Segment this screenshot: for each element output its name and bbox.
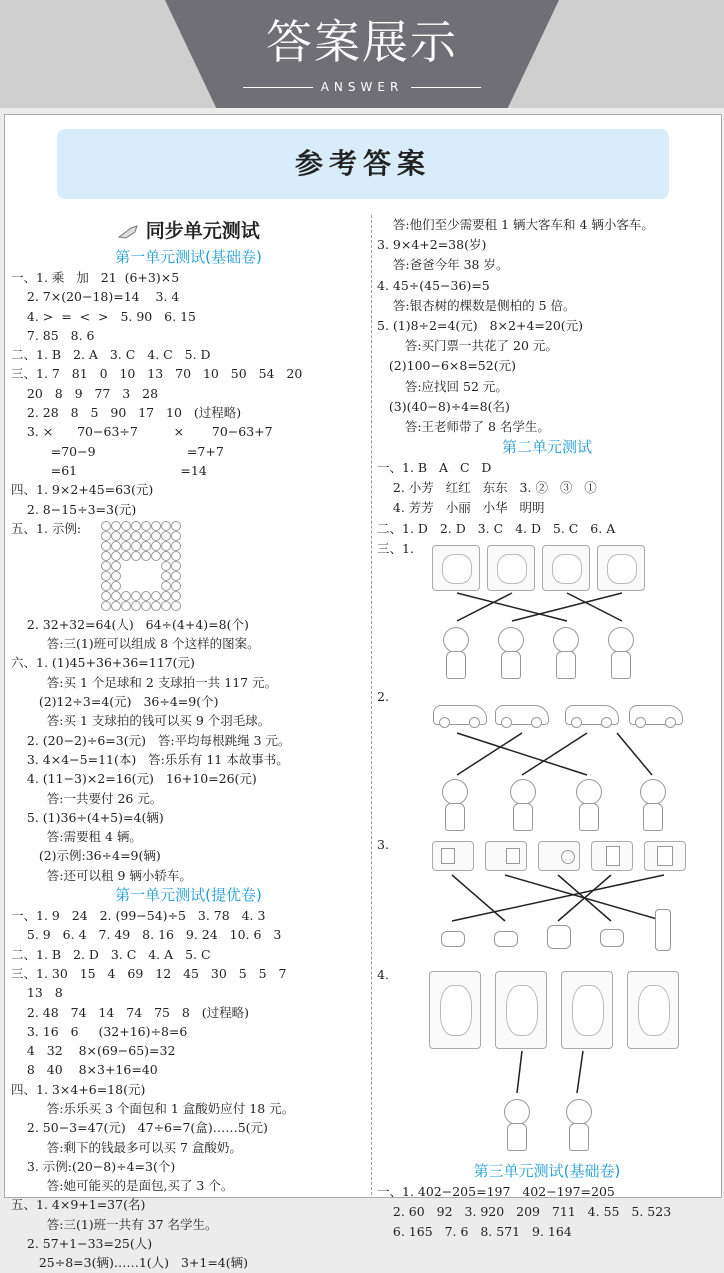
answer-line: 答:一共要付 26 元。 — [11, 790, 163, 806]
circle-dot — [161, 521, 171, 531]
answer-line: (3)(40−8)÷4=8(名) — [377, 398, 510, 414]
matching-exercise-2 — [377, 687, 717, 835]
answer-line: 2. 57+1−33=25(人) — [11, 1236, 153, 1252]
circle-dot — [151, 521, 161, 531]
circle-dot — [151, 591, 161, 601]
circle-dot — [111, 531, 121, 541]
circle-dot — [141, 541, 151, 551]
unit3-basic-title: 第三单元测试(基础卷) — [473, 1161, 621, 1180]
answer-line: 4. — [377, 966, 389, 982]
circle-dot — [121, 551, 131, 561]
answer-line: =70−9 =7+7 — [11, 443, 224, 459]
answer-line: 8 40 8×3+16=40 — [11, 1062, 158, 1078]
circle-dot — [111, 561, 121, 571]
answer-line: 答:爸爸今年 38 岁。 — [377, 257, 509, 273]
unit1-advanced-title: 第一单元测试(提优卷) — [115, 886, 262, 905]
answer-line: 二、1. B 2. D 3. C 4. A 5. C — [11, 946, 211, 962]
answer-line: 25÷8=3(辆)……1(人) 3+1=4(辆) — [11, 1255, 249, 1271]
answer-line: 答:王老师带了 8 名学生。 — [377, 418, 550, 434]
circle-dot — [161, 601, 171, 611]
answer-line: 2. 32+32=64(人) 64÷(4+4)=8(个) — [11, 616, 249, 632]
circle-dot — [131, 531, 141, 541]
circle-dot — [141, 531, 151, 541]
page-title: 参考答案 — [57, 129, 669, 199]
answer-line: 答:需要租 4 辆。 — [11, 829, 142, 845]
circle-dot — [161, 541, 171, 551]
answer-line: 答:买 1 个足球和 2 支球拍一共 117 元。 — [11, 674, 278, 690]
answer-line: 一、1. 乘 加 21 (6+3)×5 — [11, 270, 180, 285]
circle-dot — [151, 541, 161, 551]
answer-line: 4. > = < > 5. 90 6. 15 — [11, 308, 196, 324]
circle-dot — [111, 601, 121, 611]
circle-dot — [171, 531, 181, 541]
circle-dot — [161, 531, 171, 541]
circle-dot — [141, 591, 151, 601]
answer-line: 二、1. D 2. D 3. C 4. D 5. C 6. A — [377, 520, 616, 536]
banner-title: 答案展示 — [266, 15, 458, 69]
circle-dot — [101, 591, 111, 601]
circle-dot — [171, 521, 181, 531]
answer-line: 3. × 70−63÷7 × 70−63+7 — [11, 424, 273, 440]
circle-dot — [121, 541, 131, 551]
answer-line: 5. (1)8÷2=4(元) 8×2+4=20(元) — [377, 317, 584, 333]
answer-line: 答:剩下的钱最多可以买 7 盒酸奶。 — [11, 1139, 242, 1155]
answer-line: 答:她可能买的是面包,买了 3 个。 — [11, 1178, 234, 1194]
answer-line: 2. 48 74 14 74 75 8 (过程略) — [11, 1004, 250, 1020]
animal-figure — [494, 931, 518, 947]
circle-dot — [141, 601, 151, 611]
answer-line: 13 8 — [11, 985, 63, 1001]
circle-dot — [101, 571, 111, 581]
circle-dot — [101, 541, 111, 551]
circle-dot — [151, 551, 161, 561]
example-figure — [11, 519, 366, 615]
answer-line: 5. 9 6. 4 7. 49 8. 16 9. 24 10. 6 3 — [11, 927, 282, 943]
answer-line: 2. 60 92 3. 920 209 711 4. 55 5. 523 — [377, 1204, 672, 1219]
circle-dot — [101, 551, 111, 561]
matching-lines — [377, 965, 717, 1161]
answer-line: 答:乐乐买 3 个面包和 1 盒酸奶应付 18 元。 — [11, 1100, 295, 1116]
answer-line: 2. (20−2)÷6=3(元) 答:平均每根跳绳 3 元。 — [11, 732, 291, 748]
unit1-basic-title: 第一单元测试(基础卷) — [115, 248, 262, 266]
animal-figure — [547, 925, 571, 949]
banner-subtitle: ANSWER — [0, 80, 724, 94]
answer-line: 四、1. 3×4+6=18(元) — [11, 1081, 146, 1097]
answer-line: 6. 165 7. 6 8. 571 9. 164 — [377, 1224, 572, 1240]
circle-dot — [111, 521, 121, 531]
circle-dot — [171, 541, 181, 551]
circle-dot — [161, 571, 171, 581]
matching-exercise-3 — [377, 835, 717, 965]
circle-dot — [101, 531, 111, 541]
circle-dot — [151, 531, 161, 541]
answer-line: 2. 28 8 5 90 17 10 (过程略) — [11, 405, 242, 421]
right-column — [377, 215, 717, 1242]
answer-line: 答:应找回 52 元。 — [377, 378, 508, 394]
answer-line: 二、1. B 2. A 3. C 4. C 5. D — [11, 347, 211, 363]
answer-line: 20 8 9 77 3 28 — [11, 385, 159, 401]
circle-dot — [111, 541, 121, 551]
circle-dot — [171, 571, 181, 581]
matching-lines — [377, 539, 717, 687]
answer-line: 7. 85 8. 6 — [11, 327, 95, 343]
answer-line: 四、1. 9×2+45=63(元) — [11, 482, 154, 498]
animal-figure — [655, 909, 671, 951]
answer-line: 3. 4×4−5=11(本) 答:乐乐有 11 本故事书。 — [11, 751, 289, 767]
circle-dot — [111, 571, 121, 581]
circle-dot — [171, 581, 181, 591]
circle-dot — [101, 601, 111, 611]
circle-dot — [121, 521, 131, 531]
circle-dot — [161, 561, 171, 571]
circle-dot — [161, 581, 171, 591]
answer-line: 4. 芳芳 小丽 小华 明明 — [377, 500, 545, 516]
circle-dot — [131, 541, 141, 551]
answer-line: 5. (1)36÷(4+5)=4(辆) — [11, 809, 164, 825]
circle-dot — [111, 551, 121, 561]
circle-dot — [101, 521, 111, 531]
circle-dot — [141, 551, 151, 561]
answer-line: 三、1. 7 81 0 10 13 70 10 50 54 20 — [11, 366, 303, 382]
circle-dot — [131, 601, 141, 611]
circle-dot — [171, 601, 181, 611]
circle-dot — [111, 591, 121, 601]
circle-dot — [121, 591, 131, 601]
answer-line: 2. — [377, 688, 389, 704]
rocket-icon — [117, 225, 139, 239]
circle-dot — [171, 561, 181, 571]
circle-dot — [131, 551, 141, 561]
answer-line: 答:三(1)班一共有 37 名学生。 — [11, 1216, 218, 1232]
answer-line: 3. 示例:(20−8)÷4=3(个) — [11, 1158, 176, 1174]
answer-line: 五、1. 示例: — [11, 520, 82, 536]
answer-line: (2)100−6×8=52(元) — [377, 358, 516, 374]
answer-line: 三、1. 30 15 4 69 12 45 30 5 5 7 — [11, 965, 287, 981]
matching-exercise-4 — [377, 965, 717, 1161]
animal-figure — [600, 929, 624, 947]
circle-dot — [131, 521, 141, 531]
answer-paper — [4, 114, 722, 1271]
circle-dot — [161, 591, 171, 601]
answer-line: 答:三(1)班可以组成 8 个这样的图案。 — [11, 636, 260, 652]
answer-line: 2. 7×(20−18)=14 3. 4 — [11, 289, 180, 305]
unit2-title: 第二单元测试 — [501, 438, 592, 457]
answer-line: 一、1. B A C D — [377, 460, 492, 476]
circle-dot — [171, 591, 181, 601]
circle-dot — [161, 551, 171, 561]
answer-line: 3. 16 6 (32+16)÷8=6 — [11, 1023, 188, 1039]
circle-dot — [101, 581, 111, 591]
circle-dot — [111, 581, 121, 591]
answer-line: 答:银杏树的棵数是侧柏的 5 倍。 — [377, 297, 576, 313]
answer-line: 答:他们至少需要租 1 辆大客车和 4 辆小客车。 — [377, 217, 654, 232]
answer-line: 三、1. — [377, 540, 414, 556]
column-divider — [371, 215, 372, 1195]
answer-line: 2. 50−3=47(元) 47÷6=7(盒)……5(元) — [11, 1120, 268, 1136]
circle-dot — [101, 561, 111, 571]
answer-line: 一、1. 9 24 2. (99−54)÷5 3. 78 4. 3 — [11, 908, 266, 924]
answer-line: 4. (11−3)×2=16(元) 16+10=26(元) — [11, 771, 257, 787]
answer-banner — [0, 0, 724, 108]
circle-dot — [131, 591, 141, 601]
left-column — [11, 215, 366, 1273]
section-heading — [11, 215, 366, 247]
answer-line: 4. 45÷(45−36)=5 — [377, 277, 490, 293]
answer-line: 答:买门票一共花了 20 元。 — [377, 338, 558, 354]
answer-line: 一、1. 402−205=197 402−197=205 — [377, 1183, 615, 1199]
circle-dot — [141, 521, 151, 531]
answer-line: 4 32 8×(69−65)=32 — [11, 1043, 176, 1059]
answer-line: =61 =14 — [11, 462, 207, 478]
circle-dot — [121, 531, 131, 541]
animal-figure — [441, 931, 465, 947]
answer-line: 答:还可以租 9 辆小轿车。 — [11, 867, 192, 883]
matching-lines — [377, 687, 717, 835]
answer-line: 2. 8−15÷3=3(元) — [11, 501, 137, 517]
answer-line: 五、1. 4×9+1=37(名) — [11, 1197, 146, 1213]
matching-exercise-1 — [377, 539, 717, 687]
answer-line: 3. — [377, 836, 389, 852]
circle-dot — [171, 551, 181, 561]
answer-line: 六、1. (1)45+36+36=117(元) — [11, 655, 195, 671]
answer-line: (2)12÷3=4(元) 36÷4=9(个) — [11, 694, 219, 710]
answer-line: 答:买 1 支球拍的钱可以买 9 个羽毛球。 — [11, 713, 271, 729]
section-heading-text: 同步单元测试 — [145, 220, 260, 242]
answer-line: 3. 9×4+2=38(岁) — [377, 237, 487, 253]
answer-line: 2. 小芳 红红 东东 3. ② ③ ① — [377, 480, 597, 496]
circle-dot — [121, 601, 131, 611]
circle-dot — [151, 601, 161, 611]
answer-line: (2)示例:36÷4=9(辆) — [11, 848, 161, 864]
